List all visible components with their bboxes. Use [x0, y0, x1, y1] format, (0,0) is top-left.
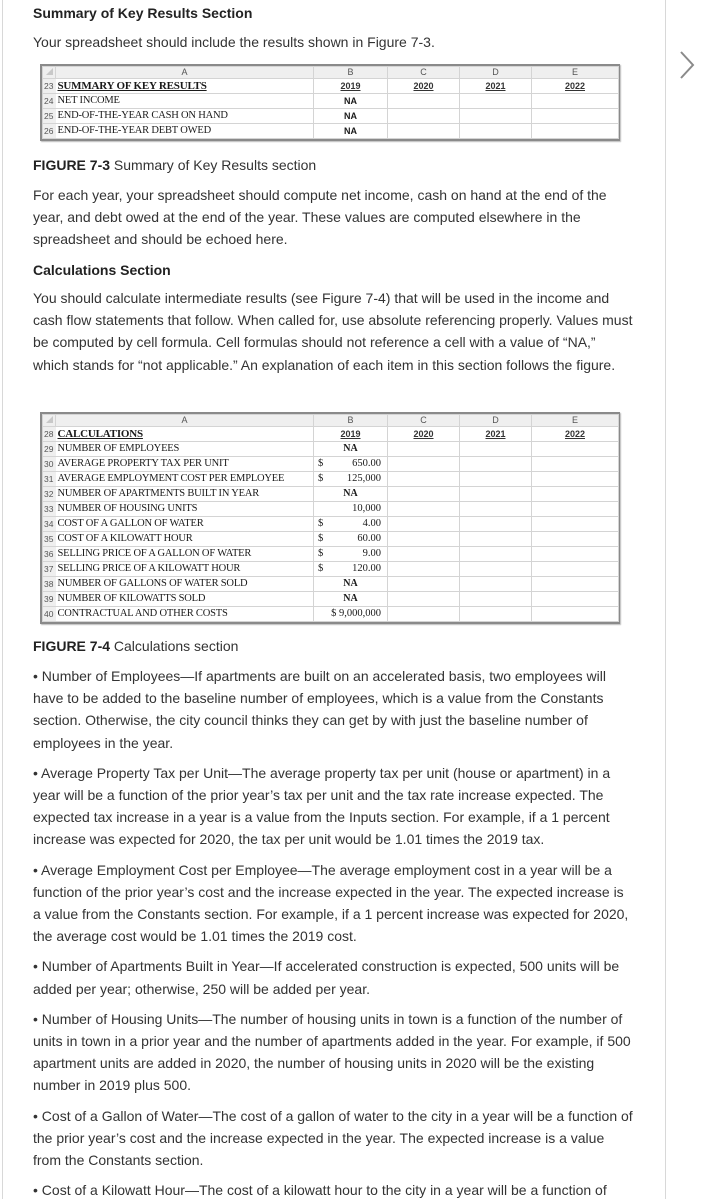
column-header-e: E: [532, 67, 619, 79]
cell-empty: [460, 517, 532, 532]
cell-empty: [532, 517, 619, 532]
caption-text: Calculations section: [110, 638, 239, 654]
row-number: 26: [43, 124, 56, 139]
currency-symbol: $: [318, 473, 324, 484]
cell-empty: [460, 562, 532, 577]
cell-empty: [388, 517, 460, 532]
column-header-e: E: [532, 415, 619, 427]
cell-amount: 9.00: [362, 548, 381, 559]
cell-value: [314, 562, 388, 577]
cell-amount: 120.00: [352, 563, 381, 574]
figure-7-4-caption: [33, 637, 238, 655]
summary-explanation: For each year, your spreadsheet should compute net income, cash on hand at the end of the year, and debt owed at the end of the year. These values are computed elsewhere in the spreadsheet and should be echoed here.: [33, 187, 607, 248]
select-all-corner: [43, 415, 56, 427]
figure-7-3-caption: [33, 156, 316, 174]
row-label: END-OF-THE-YEAR CASH ON HAND: [56, 109, 314, 124]
table-row: [43, 607, 619, 622]
row-label: COST OF A KILOWATT HOUR: [56, 532, 314, 547]
cell-empty: [460, 94, 532, 109]
cell-empty: [532, 592, 619, 607]
cell-amount: 4.00: [362, 518, 381, 529]
year-2019: 2019: [314, 79, 388, 94]
column-header-d: D: [460, 415, 532, 427]
cell-value: [314, 532, 388, 547]
cell-empty: [388, 532, 460, 547]
caption-label: FIGURE 7-3: [33, 157, 111, 173]
row-number: 38: [43, 577, 56, 592]
cell-empty: [460, 457, 532, 472]
figure-7-3-spreadsheet: [40, 64, 620, 141]
bullet-list: [33, 665, 635, 1199]
cell-empty: [532, 487, 619, 502]
cell-empty: [532, 457, 619, 472]
row-label: NET INCOME: [56, 94, 314, 109]
row-number: 33: [43, 502, 56, 517]
row-number: 37: [43, 562, 56, 577]
bullet-cost-kilowatt-hour: • Cost of a Kilowatt Hour—The cost of a kilowatt hour to the city in a year will be a function of: [33, 1182, 607, 1199]
row-number: 29: [43, 442, 56, 457]
row-number: 35: [43, 532, 56, 547]
cell-empty: [532, 532, 619, 547]
table-row: [43, 442, 619, 457]
row-label: NUMBER OF EMPLOYEES: [56, 442, 314, 457]
currency-symbol: $: [318, 533, 324, 544]
column-header-b: B: [314, 67, 388, 79]
cell-value: NA: [314, 124, 388, 139]
currency-symbol: $: [318, 563, 324, 574]
row-label: CONTRACTUAL AND OTHER COSTS: [56, 607, 314, 622]
row-label: NUMBER OF APARTMENTS BUILT IN YEAR: [56, 487, 314, 502]
row-label: NUMBER OF GALLONS OF WATER SOLD: [56, 577, 314, 592]
cell-empty: [388, 457, 460, 472]
cell-empty: [532, 124, 619, 139]
row-label: AVERAGE EMPLOYMENT COST PER EMPLOYEE: [56, 472, 314, 487]
figure-7-4-spreadsheet: [40, 412, 620, 624]
cell-empty: [532, 472, 619, 487]
cell-empty: [388, 592, 460, 607]
column-header-b: B: [314, 415, 388, 427]
cell-empty: [388, 502, 460, 517]
table-row: [43, 562, 619, 577]
left-border: [2, 0, 3, 1199]
cell-empty: [460, 487, 532, 502]
cell-value: NA: [314, 109, 388, 124]
cell-empty: [460, 442, 532, 457]
row-number: 40: [43, 607, 56, 622]
caption-label: FIGURE 7-4: [33, 638, 111, 654]
cell-empty: [460, 472, 532, 487]
cell-empty: [460, 547, 532, 562]
row-number: 31: [43, 472, 56, 487]
cell-value: [314, 457, 388, 472]
cell-empty: [532, 94, 619, 109]
column-header-c: C: [388, 415, 460, 427]
column-header-row: [43, 67, 619, 79]
currency-symbol: $: [318, 548, 324, 559]
calculations-section-heading: Calculations Section: [33, 262, 171, 278]
cell-empty: [460, 607, 532, 622]
year-2020: 2020: [388, 79, 460, 94]
cell-amount: 650.00: [352, 458, 381, 469]
cell-empty: [388, 442, 460, 457]
cell-empty: [460, 502, 532, 517]
cell-empty: [532, 442, 619, 457]
cell-value: [314, 517, 388, 532]
cell-empty: [532, 109, 619, 124]
cell-value: NA: [314, 94, 388, 109]
cell-value: NA: [314, 487, 388, 502]
cell-value: [314, 547, 388, 562]
row-number: 39: [43, 592, 56, 607]
row-label: COST OF A GALLON OF WATER: [56, 517, 314, 532]
row-number: 30: [43, 457, 56, 472]
table-row: [43, 109, 619, 124]
table-row: [43, 79, 619, 94]
calculations-intro: You should calculate intermediate results (see Figure 7-4) that will be used in the income and cash flow statements that follow. When called for, use absolute referencing properly. Values must be computed by cell formula. Cell formulas should not reference a cell with a value of “NA,” which stands for “not applicable.” An explanation of each item in this section follows the figure.: [33, 290, 633, 373]
cell-empty: [532, 562, 619, 577]
row-number: 36: [43, 547, 56, 562]
year-2021: 2021: [460, 427, 532, 442]
cell-empty: [532, 502, 619, 517]
row-number: 28: [43, 427, 56, 442]
cell-empty: [388, 487, 460, 502]
year-2019: 2019: [314, 427, 388, 442]
cell-empty: [388, 472, 460, 487]
bullet-cost-gallon-water: • Cost of a Gallon of Water—The cost of a gallon of water to the city in a year will be a function of the prior year’s cost and the increase expected in the year. The expected increase is a value from the Constants section.: [33, 1107, 633, 1169]
cell-empty: [388, 94, 460, 109]
cell-empty: [388, 577, 460, 592]
summary-intro: Your spreadsheet should include the results shown in Figure 7-3.: [33, 34, 435, 50]
cell-empty: [388, 607, 460, 622]
cell-empty: [460, 577, 532, 592]
cell-empty: [460, 592, 532, 607]
cell-value: NA: [314, 592, 388, 607]
row-number: 32: [43, 487, 56, 502]
table-row: [43, 592, 619, 607]
cell-empty: [532, 547, 619, 562]
row-label: SELLING PRICE OF A GALLON OF WATER: [56, 547, 314, 562]
cell-value: 10,000: [314, 502, 388, 517]
cell-empty: [388, 109, 460, 124]
currency-symbol: $: [318, 458, 324, 469]
currency-symbol: $: [318, 518, 324, 529]
cell-empty: [460, 532, 532, 547]
year-2021: 2021: [460, 79, 532, 94]
cell-value: [314, 472, 388, 487]
year-2020: 2020: [388, 427, 460, 442]
cell-empty: [532, 607, 619, 622]
row-label: NUMBER OF KILOWATTS SOLD: [56, 592, 314, 607]
select-all-corner: [43, 67, 56, 79]
caption-text: Summary of Key Results section: [110, 157, 317, 173]
cell-value: $ 9,000,000: [314, 607, 388, 622]
bullet-number-of-employees: • Number of Employees—If apartments are built on an accelerated basis, two employees will have to be added to the baseline number of employees, which is a value from the Constants section. Otherwise, the city council thinks they can get by with just the baseline number of employees in the year.: [33, 668, 606, 751]
bullet-apartments-built: • Number of Apartments Built in Year—If accelerated construction is expected, 500 units will be added per year; otherwise, 250 will be added per year.: [33, 958, 620, 997]
table-row: [43, 457, 619, 472]
row-number: 25: [43, 109, 56, 124]
column-header-row: [43, 415, 619, 427]
row-label: SELLING PRICE OF A KILOWATT HOUR: [56, 562, 314, 577]
table-row: [43, 487, 619, 502]
row-number: 34: [43, 517, 56, 532]
cell-amount: 60.00: [357, 533, 381, 544]
calculations-rows: [43, 442, 619, 622]
row-number: 24: [43, 94, 56, 109]
summary-section-heading: Summary of Key Results Section: [33, 5, 253, 21]
cell-empty: [460, 109, 532, 124]
table-row: [43, 427, 619, 442]
cell-empty: [388, 562, 460, 577]
table-row: [43, 532, 619, 547]
column-header-a: A: [56, 67, 314, 79]
table-row: [43, 517, 619, 532]
cell-empty: [388, 547, 460, 562]
bullet-average-employment-cost: • Average Employment Cost per Employee—The average employment cost in a year will be a function of the prior year’s cost and the increase expected in the year. The expected increase is a value from the Constants section. For example, if a 1 percent increase was expected for 2020, the average cost would be 1.01 times the 2019 cost.: [33, 861, 629, 945]
cell-value: NA: [314, 577, 388, 592]
year-2022: 2022: [532, 427, 619, 442]
row-label: CALCULATIONS: [56, 427, 314, 442]
chevron-right-icon[interactable]: [676, 48, 698, 82]
table-row: [43, 94, 619, 109]
row-label: END-OF-THE-YEAR DEBT OWED: [56, 124, 314, 139]
row-label: AVERAGE PROPERTY TAX PER UNIT: [56, 457, 314, 472]
row-label: SUMMARY OF KEY RESULTS: [56, 79, 314, 94]
cell-amount: 125,000: [346, 473, 381, 484]
cell-empty: [460, 124, 532, 139]
column-header-a: A: [56, 415, 314, 427]
table-row: [43, 472, 619, 487]
table-row: [43, 547, 619, 562]
row-number: 23: [43, 79, 56, 94]
bullet-housing-units: • Number of Housing Units—The number of housing units in town is a function of the number of units in town in a prior year and the number of apartments added in the year. For example, if 500 apartment units are added in 2020, the number of housing units in 2020 will be the existing number in 2019 plus 500.: [33, 1010, 631, 1094]
right-border: [665, 0, 666, 1199]
year-2022: 2022: [532, 79, 619, 94]
cell-empty: [532, 577, 619, 592]
bullet-average-property-tax: • Average Property Tax per Unit—The average property tax per unit (house or apartment) in a year will be a function of the prior year’s tax per unit and the tax rate increase expected. The expected tax increase in a year is a value from the Inputs section. For example, if a 1 percent increase was expected for 2020, the tax per unit would be 1.01 times the 2019 tax.: [33, 764, 611, 848]
table-row: [43, 577, 619, 592]
cell-value: NA: [314, 442, 388, 457]
column-header-c: C: [388, 67, 460, 79]
column-header-d: D: [460, 67, 532, 79]
table-row: [43, 502, 619, 517]
cell-empty: [388, 124, 460, 139]
table-row: [43, 124, 619, 139]
row-label: NUMBER OF HOUSING UNITS: [56, 502, 314, 517]
